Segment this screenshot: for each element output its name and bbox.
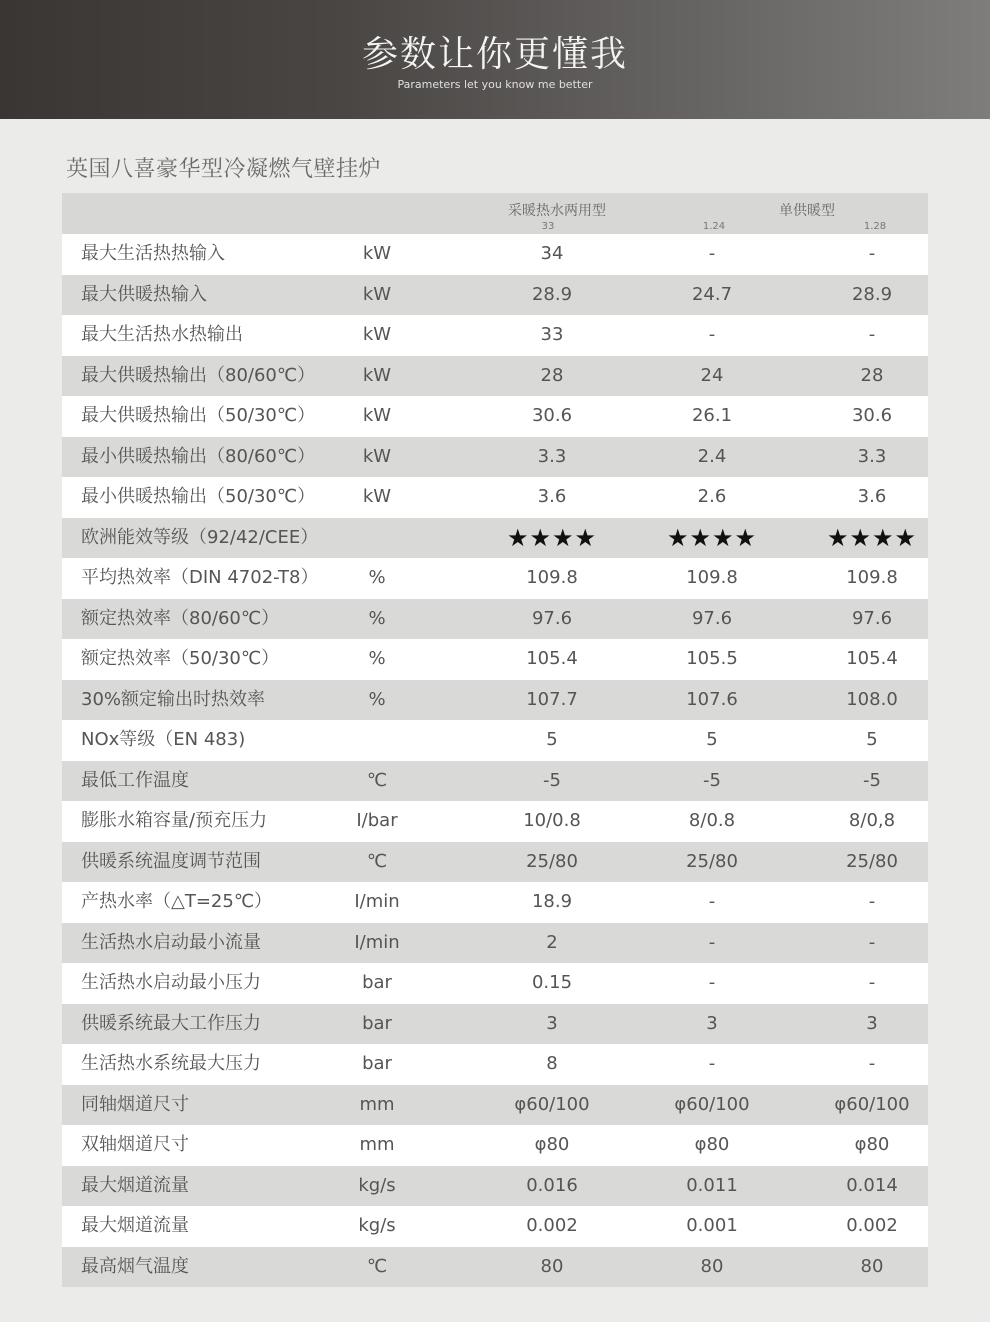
value-model-1: 34: [540, 243, 564, 264]
value-model-3: ★★★★: [826, 523, 918, 552]
row-unit: kW: [362, 243, 392, 264]
value-model-3: 108.0: [846, 688, 898, 710]
value-model-1: 107.7: [526, 688, 578, 710]
value-model-2: 109.8: [686, 567, 738, 588]
row-label: 最大供暖热输入: [81, 283, 207, 305]
value-model-2: 97.6: [691, 607, 733, 629]
value-model-3: -: [868, 972, 876, 993]
value-model-1: 5: [546, 729, 558, 750]
row-unit: bar: [362, 1012, 392, 1034]
row-label: 同轴烟道尺寸: [81, 1093, 189, 1115]
value-model-2: ★★★★: [666, 523, 758, 552]
table-row: [62, 1085, 928, 1126]
value-model-2: φ60/100: [674, 1093, 750, 1115]
row-unit: ℃: [366, 769, 388, 791]
row-label: 生活热水系统最大压力: [81, 1053, 261, 1074]
table-row: [62, 1206, 928, 1247]
row-unit: I/bar: [356, 810, 398, 831]
table-body: [62, 234, 928, 1287]
value-model-1: 28.9: [531, 283, 573, 305]
table-row: [62, 923, 928, 964]
row-label: 最小供暖热输出（50/30℃）: [81, 486, 316, 507]
value-model-2: -: [708, 243, 716, 264]
row-label: 最大生活热热输入: [81, 243, 225, 264]
value-model-3: 0.002: [846, 1215, 898, 1236]
value-model-2: 26.1: [691, 405, 733, 426]
table-row: [62, 1044, 928, 1085]
table-row: [62, 639, 928, 680]
header-model-3: 1.28: [863, 221, 887, 232]
value-model-1: -5: [543, 769, 561, 791]
product-title: 英国八喜豪华型冷凝燃气壁挂炉: [66, 157, 382, 182]
table-row: [62, 761, 928, 802]
row-label: 最低工作温度: [81, 769, 189, 791]
value-model-1: 18.9: [531, 891, 573, 912]
value-model-3: -5: [863, 769, 881, 791]
row-unit: mm: [359, 1134, 395, 1155]
value-model-3: 5: [866, 729, 878, 750]
table-row: [62, 680, 928, 721]
row-unit: I/min: [354, 931, 400, 953]
row-unit: ℃: [366, 850, 388, 872]
row-label: 最大生活热水热输出: [81, 324, 243, 345]
row-label: 双轴烟道尺寸: [81, 1134, 189, 1155]
row-label: 最高烟气温度: [81, 1255, 189, 1277]
value-model-3: 97.6: [851, 607, 893, 629]
value-model-2: 24.7: [691, 283, 733, 305]
value-model-3: 3.6: [857, 486, 887, 507]
table-header: [62, 193, 928, 234]
table-row: [62, 518, 928, 559]
value-model-1: 109.8: [526, 567, 578, 588]
table-row: [62, 437, 928, 478]
value-model-3: 80: [860, 1255, 884, 1277]
table-row: [62, 477, 928, 518]
value-model-3: 105.4: [846, 648, 898, 669]
row-label: 额定热效率（80/60℃）: [81, 607, 280, 629]
value-model-3: 109.8: [846, 567, 898, 588]
value-model-1: 0.016: [526, 1174, 578, 1196]
row-label: 最大供暖热输出（80/60℃）: [81, 364, 316, 386]
value-model-2: 107.6: [686, 688, 738, 710]
value-model-1: 80: [540, 1255, 564, 1277]
row-label: 供暖系统最大工作压力: [81, 1012, 261, 1034]
value-model-1: 105.4: [526, 648, 578, 669]
table-row: [62, 234, 928, 275]
table-row: [62, 1125, 928, 1166]
value-model-2: -: [708, 931, 716, 953]
header-model-2: 1.24: [702, 221, 726, 232]
header-model-1: 33: [541, 221, 555, 232]
value-model-1: 3.3: [537, 445, 567, 467]
row-label: 供暖系统温度调节范围: [81, 850, 261, 872]
table-row: [62, 558, 928, 599]
row-label: 30%额定输出时热效率: [81, 688, 266, 710]
value-model-2: 2.4: [697, 445, 727, 467]
row-label: 额定热效率（50/30℃）: [81, 648, 280, 669]
table-row: [62, 842, 928, 883]
value-model-3: 3.3: [857, 445, 887, 467]
row-label: 平均热效率（DIN 4702-T8）: [81, 567, 319, 588]
table-row: [62, 356, 928, 397]
row-unit: kg/s: [358, 1215, 396, 1236]
row-unit: kW: [362, 283, 392, 305]
value-model-3: -: [868, 324, 876, 345]
value-model-3: -: [868, 891, 876, 912]
value-model-2: -: [708, 972, 716, 993]
value-model-2: 0.011: [686, 1174, 738, 1196]
row-unit: mm: [359, 1093, 395, 1115]
value-model-1: 10/0.8: [523, 810, 581, 831]
row-label: 最大烟道流量: [81, 1215, 189, 1236]
table-row: [62, 1004, 928, 1045]
value-model-2: 8/0.8: [688, 810, 736, 831]
value-model-2: -: [708, 324, 716, 345]
header-group-combi: 采暖热水两用型: [508, 203, 606, 219]
value-model-3: 0.014: [846, 1174, 898, 1196]
banner-title: 参数让你更懂我: [361, 34, 628, 75]
row-label: 最大供暖热输出（50/30℃）: [81, 405, 316, 426]
value-model-1: 0.002: [526, 1215, 578, 1236]
row-unit: kW: [362, 405, 392, 426]
value-model-2: 2.6: [697, 486, 727, 507]
spec-table: [62, 193, 928, 1287]
table-row: [62, 396, 928, 437]
value-model-3: 28: [860, 364, 884, 386]
value-model-1: 2: [546, 931, 558, 953]
row-unit: bar: [362, 972, 392, 993]
value-model-1: 3.6: [537, 486, 567, 507]
value-model-3: 30.6: [851, 405, 893, 426]
table-row: [62, 963, 928, 1004]
row-unit: kW: [362, 364, 392, 386]
value-model-1: 97.6: [531, 607, 573, 629]
value-model-1: φ80: [534, 1134, 570, 1155]
row-unit: bar: [362, 1053, 392, 1074]
value-model-3: φ60/100: [834, 1093, 910, 1115]
value-model-3: 8/0,8: [848, 810, 896, 831]
table-row: [62, 882, 928, 923]
table-row: [62, 599, 928, 640]
row-unit: kW: [362, 324, 392, 345]
value-model-3: φ80: [854, 1134, 890, 1155]
row-unit: %: [368, 648, 386, 669]
value-model-2: 105.5: [686, 648, 738, 669]
value-model-2: φ80: [694, 1134, 730, 1155]
row-label: 欧洲能效等级（92/42/CEE）: [81, 526, 319, 548]
row-label: NOx等级（EN 483): [81, 729, 246, 750]
row-label: 生活热水启动最小压力: [81, 972, 261, 993]
value-model-1: ★★★★: [506, 523, 598, 552]
table-row: [62, 720, 928, 761]
row-label: 最大烟道流量: [81, 1174, 189, 1196]
value-model-1: 28: [540, 364, 564, 386]
header-banner: [0, 0, 990, 119]
row-unit: kW: [362, 486, 392, 507]
header-group-heating-only: 单供暖型: [779, 203, 835, 219]
value-model-1: 3: [546, 1012, 558, 1034]
value-model-1: 33: [540, 324, 564, 345]
row-unit: %: [368, 567, 386, 588]
value-model-3: 25/80: [846, 850, 898, 872]
row-label: 膨胀水箱容量/预充压力: [81, 810, 268, 831]
value-model-1: 8: [546, 1053, 558, 1074]
value-model-2: 5: [706, 729, 718, 750]
value-model-3: 3: [866, 1012, 878, 1034]
row-unit: %: [368, 607, 386, 629]
value-model-2: 25/80: [686, 850, 738, 872]
table-row: [62, 801, 928, 842]
value-model-3: -: [868, 1053, 876, 1074]
value-model-2: -: [708, 1053, 716, 1074]
table-row: [62, 275, 928, 316]
table-row: [62, 315, 928, 356]
row-unit: I/min: [354, 891, 400, 912]
value-model-2: 24: [700, 364, 724, 386]
row-unit: %: [368, 688, 386, 710]
value-model-2: 3: [706, 1012, 718, 1034]
row-unit: kW: [362, 445, 392, 467]
row-label: 生活热水启动最小流量: [81, 931, 261, 953]
table-row: [62, 1247, 928, 1288]
value-model-2: -: [708, 891, 716, 912]
value-model-1: φ60/100: [514, 1093, 590, 1115]
banner-subtitle: Parameters let you know me better: [397, 78, 593, 91]
value-model-1: 0.15: [531, 972, 573, 993]
row-label: 最小供暖热输出（80/60℃）: [81, 445, 316, 467]
row-label: 产热水率（△T=25℃）: [81, 891, 273, 912]
value-model-3: 28.9: [851, 283, 893, 305]
value-model-2: 80: [700, 1255, 724, 1277]
row-unit: kg/s: [358, 1174, 396, 1196]
value-model-3: -: [868, 931, 876, 953]
value-model-2: 0.001: [686, 1215, 738, 1236]
row-unit: ℃: [366, 1255, 388, 1277]
value-model-3: -: [868, 243, 876, 264]
value-model-1: 25/80: [526, 850, 578, 872]
value-model-1: 30.6: [531, 405, 573, 426]
table-row: [62, 1166, 928, 1207]
value-model-2: -5: [703, 769, 721, 791]
